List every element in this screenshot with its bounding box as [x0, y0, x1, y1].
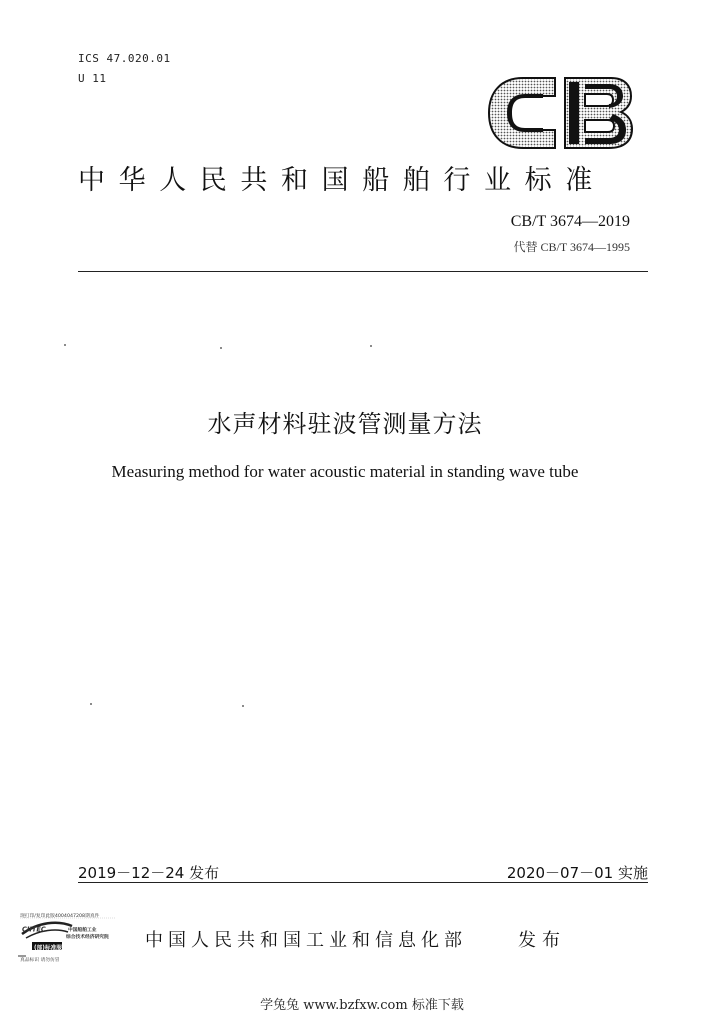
stamp-org-line2: 综合技术经济研究院 [66, 933, 109, 940]
document-title-chinese: 水声材料驻波管测量方法 [207, 410, 483, 438]
scan-speck [242, 705, 244, 707]
authenticity-stamp [18, 908, 118, 968]
footer-divider [78, 882, 648, 883]
cb-logo-icon [485, 74, 635, 152]
scan-speck [64, 344, 66, 346]
implementation-date: 2020－07－01 实施 [506, 864, 648, 882]
stamp-org-line3: (部)标准服务部 [34, 944, 74, 952]
standard-category-title: 中华人民共和国船舶行业标准 [78, 165, 606, 196]
scan-speck [370, 345, 372, 347]
publisher-name: 中国人民共和国工业和信息化部 [145, 930, 467, 951]
stamp-brand: CIITEC [22, 926, 46, 934]
stamp-serial-text: 现打印/复印此版4004047208期真件 [20, 912, 100, 919]
stamp-authentic-mark: 真品标识 请勿仿冒 [20, 956, 60, 963]
download-footer: 学兔兔 www.bzfxw.com 标准下载 [260, 998, 464, 1013]
standard-number: CB/T 3674—2019 [510, 213, 630, 230]
scan-speck [90, 703, 92, 705]
publish-label: 发布 [518, 930, 566, 951]
stamp-org-line1: 中国船舶工业 [68, 926, 97, 933]
ics-code: ICS 47.020.01 [78, 52, 171, 65]
header-divider [78, 271, 648, 272]
scan-speck [220, 347, 222, 349]
classification-code: U 11 [78, 72, 107, 85]
replaces-standard: 代替 CB/T 3674—1995 [513, 240, 630, 254]
document-title-english: Measuring method for water acoustic material in standing wave tube [111, 462, 579, 481]
issue-date: 2019－12－24 发布 [78, 864, 220, 882]
